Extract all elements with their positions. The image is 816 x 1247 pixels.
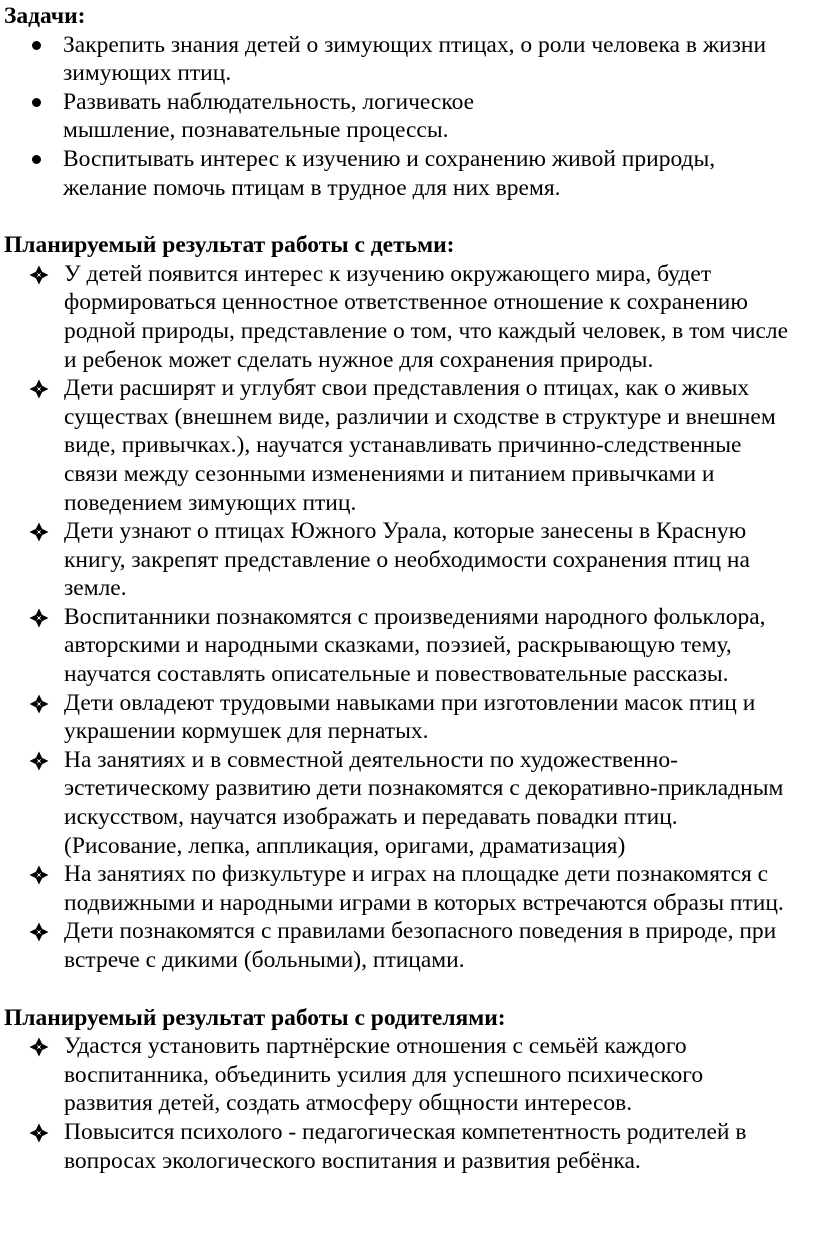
tasks-list [0, 31, 816, 203]
diamond-bullet-icon [29, 865, 49, 885]
children-results-section [0, 231, 816, 974]
result-item [0, 917, 816, 974]
diamond-bullet-icon [29, 1037, 49, 1057]
task-item [0, 31, 816, 88]
result-item [0, 517, 816, 603]
parents-results-heading: Планируемый результат работы с родителями: [4, 1004, 506, 1031]
tasks-heading: Задачи: [4, 3, 86, 29]
result-item [0, 603, 816, 689]
parents-results-list [0, 1032, 816, 1175]
result-text: На занятиях и в совместной деятельности по художественно-эстетическому развитию дети познакомятся с декоративно-прикладным искусством, научатся изображать и передавать повадки птиц. (Рисование, лепка, аппликация, оригами, драматизация) [64, 746, 784, 859]
result-text: Дети расширят и углубят свои представления о птицах, как о живых существах (внешнем виде, различии и сходстве в структуре и внешнем виде, привычках.), научатся устанавливать причинно-следственные связи между сезонными изменениями и питанием привычками и поведением зимующих птиц. [64, 375, 776, 516]
diamond-bullet-icon [29, 265, 49, 285]
result-text: Дети узнают о птицах Южного Урала, которые занесены в Красную книгу, закрепят представление о необходимости сохранения птиц на земле. [64, 518, 750, 602]
result-item [0, 689, 816, 746]
task-text: Развивать наблюдательность, логическое мышление, познавательные процессы. [63, 88, 475, 144]
bullet-dot-icon [32, 98, 41, 107]
result-text: У детей появится интерес к изучению окружающего мира, будет формироваться ценностное ответственное отношение к сохранению родной природы, представление о том, что каждый человек, в том числе и ребенок может сделать нужное для сохранения природы. [64, 260, 789, 373]
result-text: На занятиях по физкультуре и играх на площадке дети познакомятся с подвижными и народными играми в которых встречаются образы птиц. [64, 861, 784, 916]
diamond-bullet-icon [29, 1123, 49, 1143]
diamond-bullet-icon [29, 608, 49, 628]
task-text: Закрепить знания детей о зимующих птицах, о роли человека в жизни зимующих птиц. [63, 31, 767, 87]
result-text: Воспитанники познакомятся с произведениями народного фольклора, авторскими и народными сказками, поэзией, раскрывающую тему, научатся составлять описательные и повествовательные рассказы. [64, 603, 766, 688]
result-text: Повысится психолого - педагогическая компетентность родителей в вопросах экологического воспитания и развития ребёнка. [64, 1118, 747, 1174]
task-item [0, 145, 816, 202]
parents-results-section [0, 1004, 816, 1176]
result-text: Дети познакомятся с правилами безопасного поведения в природе, при встрече с дикими (больными), птицами. [64, 918, 777, 973]
children-results-list [0, 260, 816, 975]
task-item [0, 88, 816, 145]
result-text: Удастся установить партнёрские отношения с семьёй каждого воспитанника, объединить усилия для успешного психического развития детей, создать атмосферу общности интересов. [64, 1033, 704, 1117]
result-item [0, 1032, 816, 1118]
result-item [0, 1118, 816, 1175]
children-results-heading: Планируемый результат работы с детьми: [4, 232, 455, 259]
task-text: Воспитывать интерес к изучению и сохранению живой природы, желание помочь птицам в трудное для них время. [63, 145, 716, 201]
result-item [0, 260, 816, 374]
bullet-dot-icon [32, 155, 41, 164]
diamond-bullet-icon [29, 522, 49, 542]
tasks-section [0, 2, 816, 202]
diamond-bullet-icon [29, 922, 49, 942]
bullet-dot-icon [32, 41, 41, 50]
result-item [0, 860, 816, 917]
diamond-bullet-icon [29, 751, 49, 771]
result-item [0, 374, 816, 517]
diamond-bullet-icon [29, 694, 49, 714]
result-text: Дети овладеют трудовыми навыками при изготовлении масок птиц и украшении кормушек для пернатых. [64, 689, 756, 745]
diamond-bullet-icon [29, 379, 49, 399]
result-item [0, 746, 816, 860]
